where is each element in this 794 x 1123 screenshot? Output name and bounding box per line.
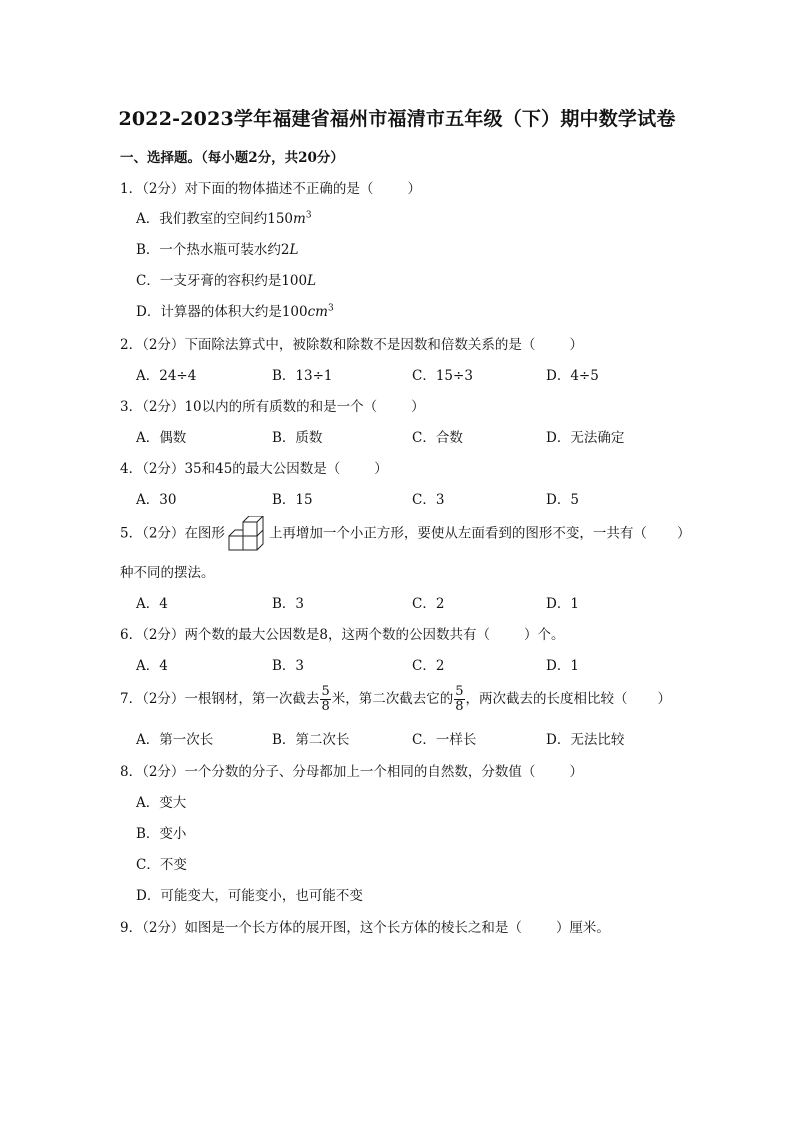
q6-option-a: A．4: [136, 658, 168, 674]
q1-option-d: D．计算器的体积大约是$100cm^3$: [136, 303, 334, 320]
q6-option-d: D．1: [546, 658, 579, 674]
question-3: 3．（2分）10以内的所有质数的和是一个（ ）: [120, 399, 425, 415]
q2-option-c: C．15÷3: [412, 368, 473, 384]
q5-option-d: D．1: [546, 596, 579, 612]
q4-option-a: A．30: [136, 492, 177, 508]
q7-option-c: C．一样长: [412, 732, 477, 748]
fraction: $\frac{5}{8}$: [455, 684, 464, 714]
q7-option-b: B．第二次长: [272, 732, 350, 748]
q1-option-a: A．我们教室的空间约$150m^3$: [136, 210, 312, 227]
question-7: 7．（2分）一根钢材，第一次截去 $\frac{5}{8}$ 米，第二次截去它的 $\frac{5}{8}$ ，两次截去的长度相比较（ ）: [120, 684, 671, 714]
question-5-cont: 种不同的摆法。: [120, 565, 215, 581]
q1-option-c: C．一支牙膏的容积约是100L: [136, 273, 317, 289]
q2-option-d: D．4÷5: [546, 368, 599, 384]
q6-option-c: C．2: [412, 658, 445, 674]
q8-option-d: D．可能变大，可能变小，也可能不变: [136, 888, 363, 904]
q4-option-c: C．3: [412, 492, 445, 508]
section-heading: 一、选择题。（每小题2分，共20分）: [120, 150, 344, 166]
q8-option-b: B．变小: [136, 826, 187, 842]
page-title: 2022-2023学年福建省福州市福清市五年级（下）期中数学试卷: [118, 108, 676, 130]
fraction: $\frac{5}{8}$: [321, 684, 330, 714]
question-8: 8．（2分）一个分数的分子、分母都加上一个相同的自然数，分数值（ ）: [120, 764, 583, 780]
question-4: 4．（2分）35和45的最大公因数是（ ）: [120, 461, 388, 477]
q3-option-a: A．偶数: [136, 430, 187, 446]
q2-option-a: A．24÷4: [136, 368, 197, 384]
q3-option-b: B．质数: [272, 430, 323, 446]
q4-option-d: D．5: [546, 492, 579, 508]
q3-option-d: D．无法确定: [546, 430, 625, 446]
q7-option-a: A．第一次长: [136, 732, 214, 748]
q5-option-a: A．4: [136, 596, 168, 612]
q8-option-a: A．变大: [136, 795, 187, 811]
question-5: 5．（2分）在图形 上再增加一个小正方形，要使从左面看到的图形不变，一共有（ ）: [120, 516, 690, 552]
q6-option-b: B．3: [272, 658, 305, 674]
q1-option-b: B．一个热水瓶可装水约2L: [136, 242, 299, 258]
question-1: 1．（2分）对下面的物体描述不正确的是（ ）: [120, 181, 421, 197]
q8-option-c: C．不变: [136, 857, 187, 873]
q5-option-c: C．2: [412, 596, 445, 612]
question-6: 6．（2分）两个数的最大公因数是8，这两个数的公因数共有（ ）个。: [120, 627, 565, 643]
q2-option-b: B．13÷1: [272, 368, 333, 384]
question-9: 9．（2分）如图是一个长方体的展开图，这个长方体的棱长之和是（ ）厘米。: [120, 920, 610, 936]
q5-option-b: B．3: [272, 596, 305, 612]
q4-option-b: B．15: [272, 492, 313, 508]
q7-option-d: D．无法比较: [546, 732, 625, 748]
q3-option-c: C．合数: [412, 430, 463, 446]
cube-figure-icon: [227, 516, 267, 552]
question-2: 2．（2分）下面除法算式中，被除数和除数不是因数和倍数关系的是（ ）: [120, 337, 583, 353]
